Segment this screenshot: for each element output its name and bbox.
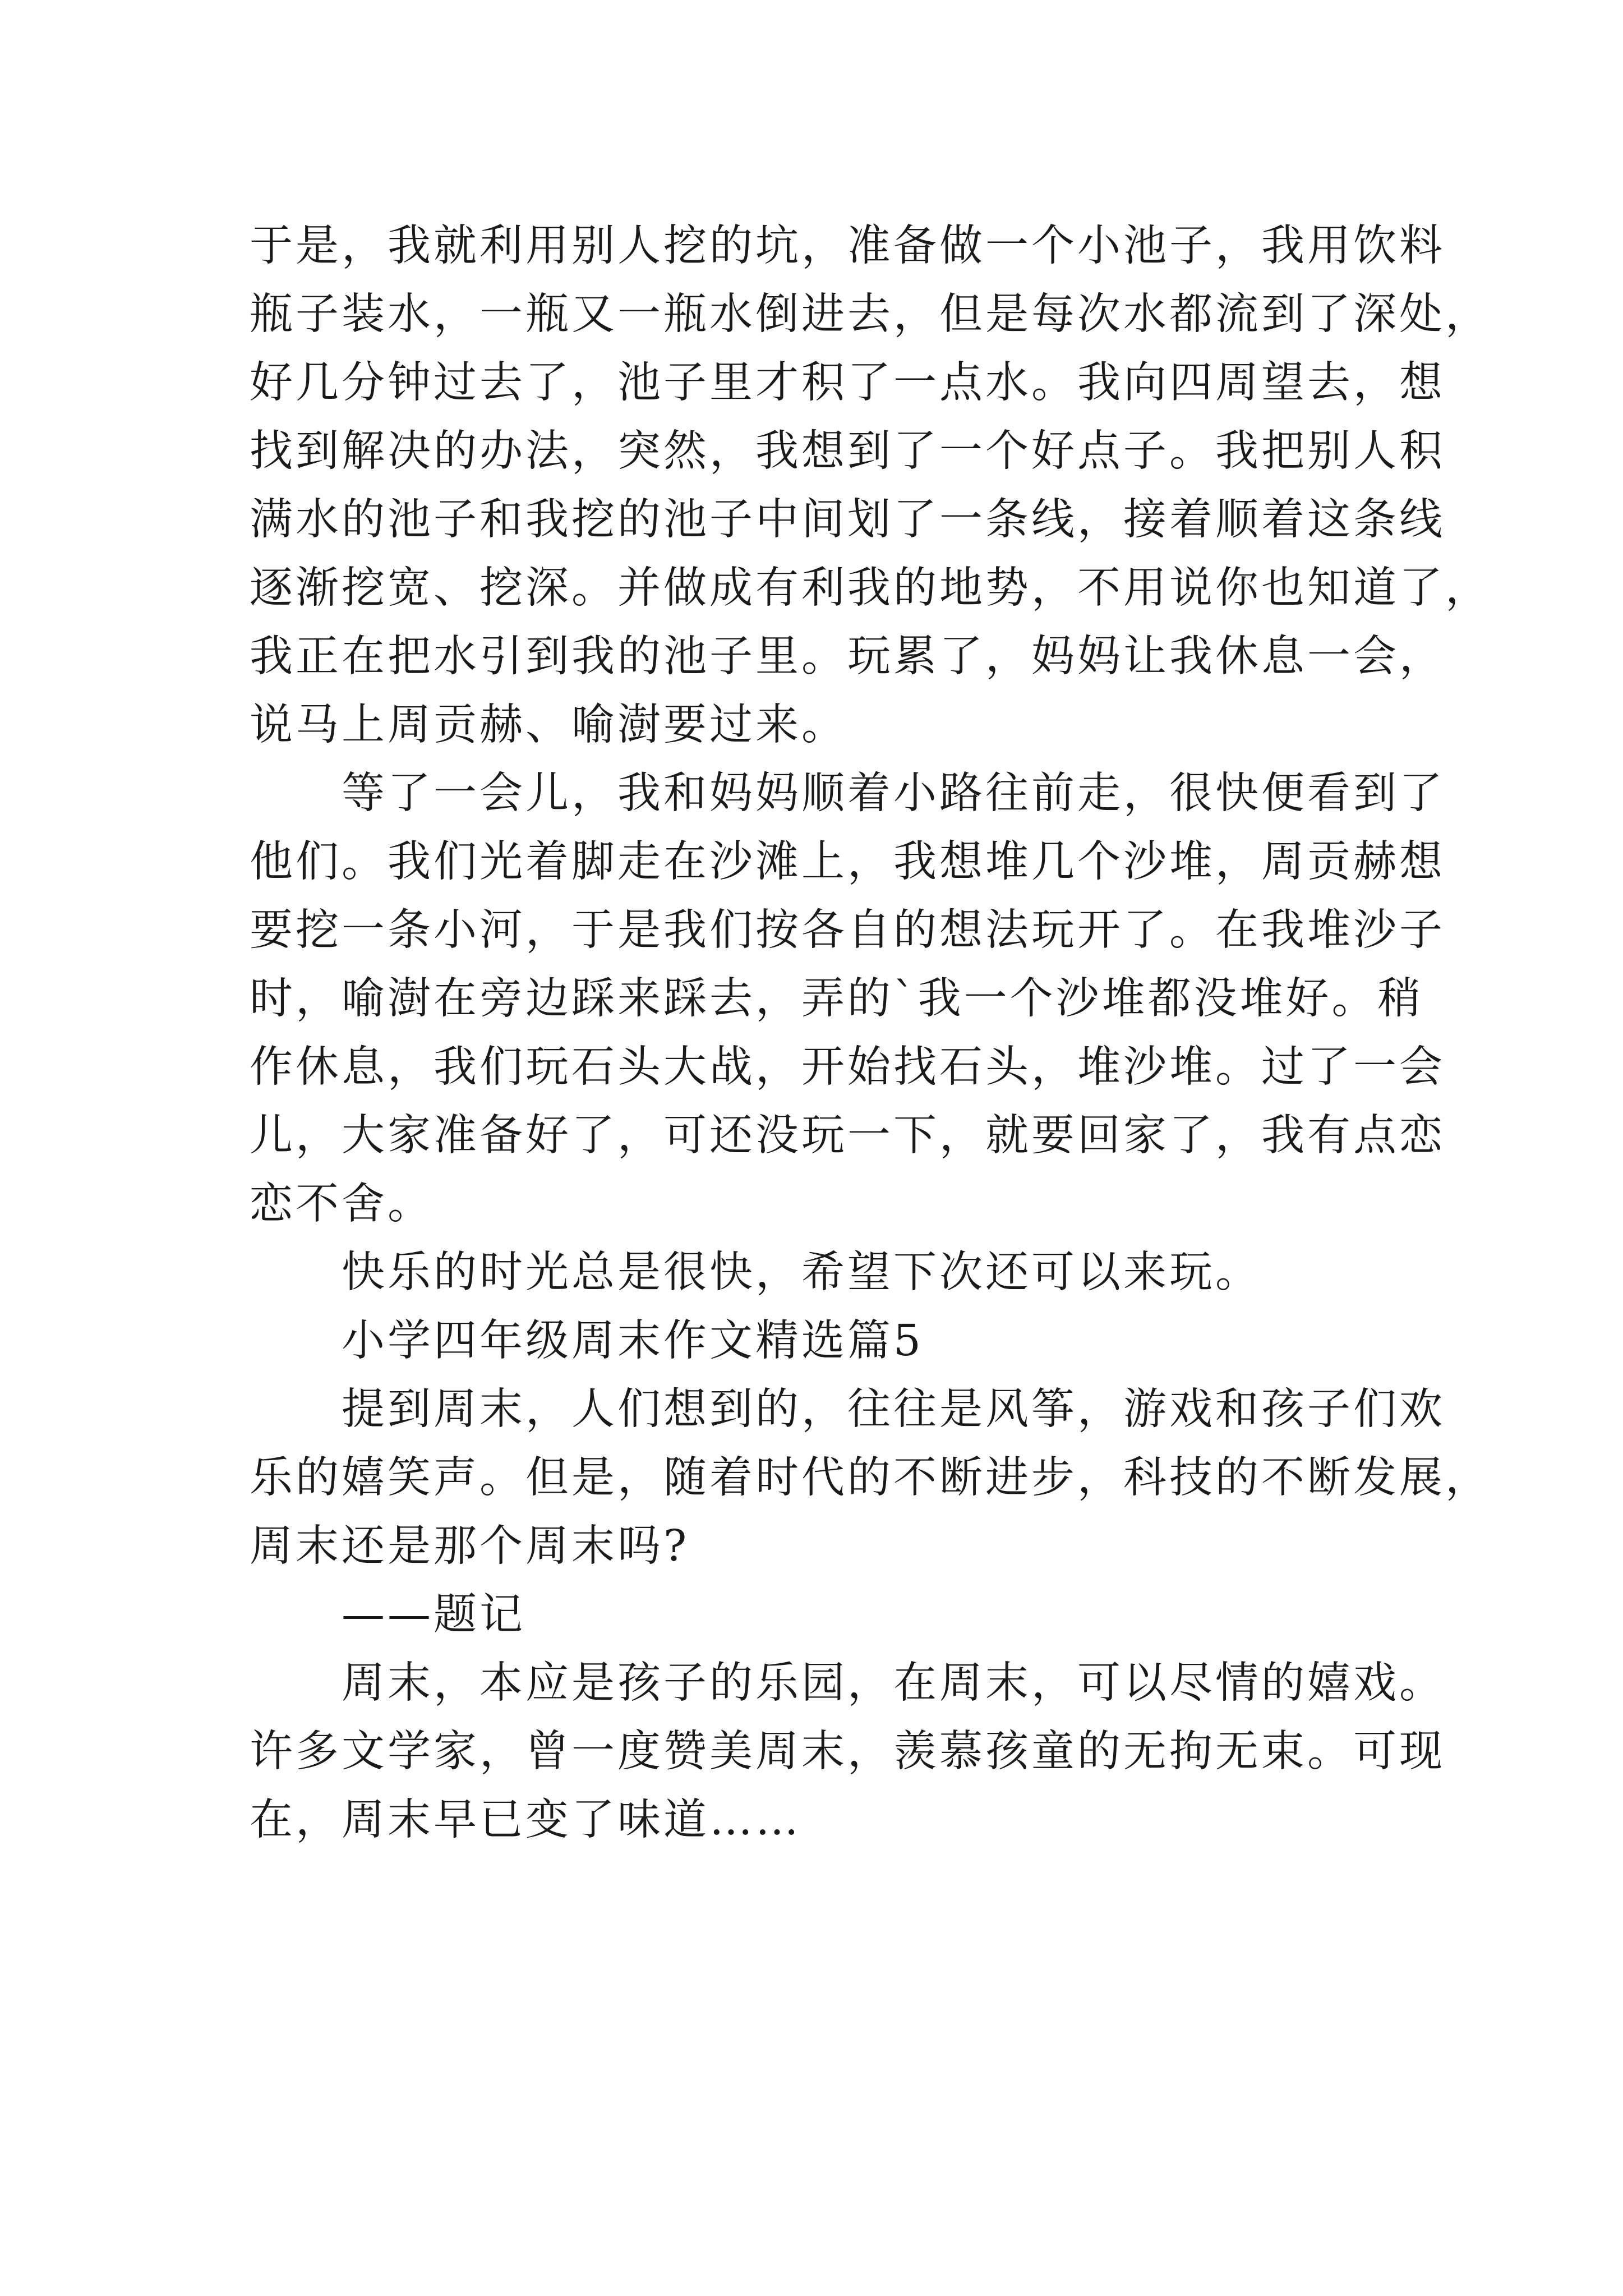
text-line: 时，喻澍在旁边踩来踩去，弄的`我一个沙堆都没堆好。稍 [250, 974, 1424, 1024]
text-line: 我正在把水引到我的池子里。玩累了，妈妈让我休息一会， [250, 632, 1445, 682]
document-body [250, 212, 1491, 1855]
text-line: 找到解决的办法，突然，我想到了一个好点子。我把别人积 [250, 426, 1445, 476]
epigraph-attribution: ——题记 [250, 1590, 525, 1640]
text-line: 满水的池子和我挖的池子中间划了一条线，接着顺着这条线 [250, 495, 1445, 545]
text-line: 好几分钟过去了，池子里才积了一点水。我向四周望去，想 [250, 358, 1445, 408]
text-line: 瓶子装水，一瓶又一瓶水倒进去，但是每次水都流到了深处， [250, 289, 1491, 339]
text-line: 周末，本应是孩子的乐园，在周末，可以尽情的嬉戏。 [250, 1658, 1445, 1708]
text-line: 等了一会儿，我和妈妈顺着小路往前走，很快便看到了 [250, 769, 1445, 818]
section-heading: 小学四年级周末作文精选篇5 [250, 1316, 924, 1366]
text-line: 快乐的时光总是很快，希望下次还可以来玩。 [250, 1248, 1261, 1297]
text-line: 许多文学家，曾一度赞美周末，羡慕孩童的无拘无束。可现 [250, 1727, 1445, 1777]
text-line: 逐渐挖宽、挖深。并做成有利我的地势，不用说你也知道了， [250, 563, 1491, 613]
text-line: 提到周末，人们想到的，往往是风筝，游戏和孩子们欢 [250, 1384, 1445, 1434]
text-line: 他们。我们光着脚走在沙滩上，我想堆几个沙堆，周贡赫想 [250, 837, 1445, 887]
text-line: 乐的嬉笑声。但是，随着时代的不断进步，科技的不断发展， [250, 1453, 1491, 1503]
text-line: 恋不舍。 [250, 1179, 434, 1229]
text-line: 说马上周贡赫、喻澍要过来。 [250, 700, 847, 750]
text-line: 作休息，我们玩石头大战，开始找石头，堆沙堆。过了一会 [250, 1042, 1445, 1092]
text-line: 要挖一条小河，于是我们按各自的想法玩开了。在我堆沙子 [250, 905, 1445, 955]
text-line: 在，周末早已变了味道…… [250, 1795, 801, 1845]
text-line: 儿，大家准备好了，可还没玩一下，就要回家了，我有点恋 [250, 1111, 1445, 1161]
text-line: 于是，我就利用别人挖的坑，准备做一个小池子，我用饮料 [250, 221, 1445, 271]
text-line: 周末还是那个周末吗? [250, 1521, 690, 1571]
